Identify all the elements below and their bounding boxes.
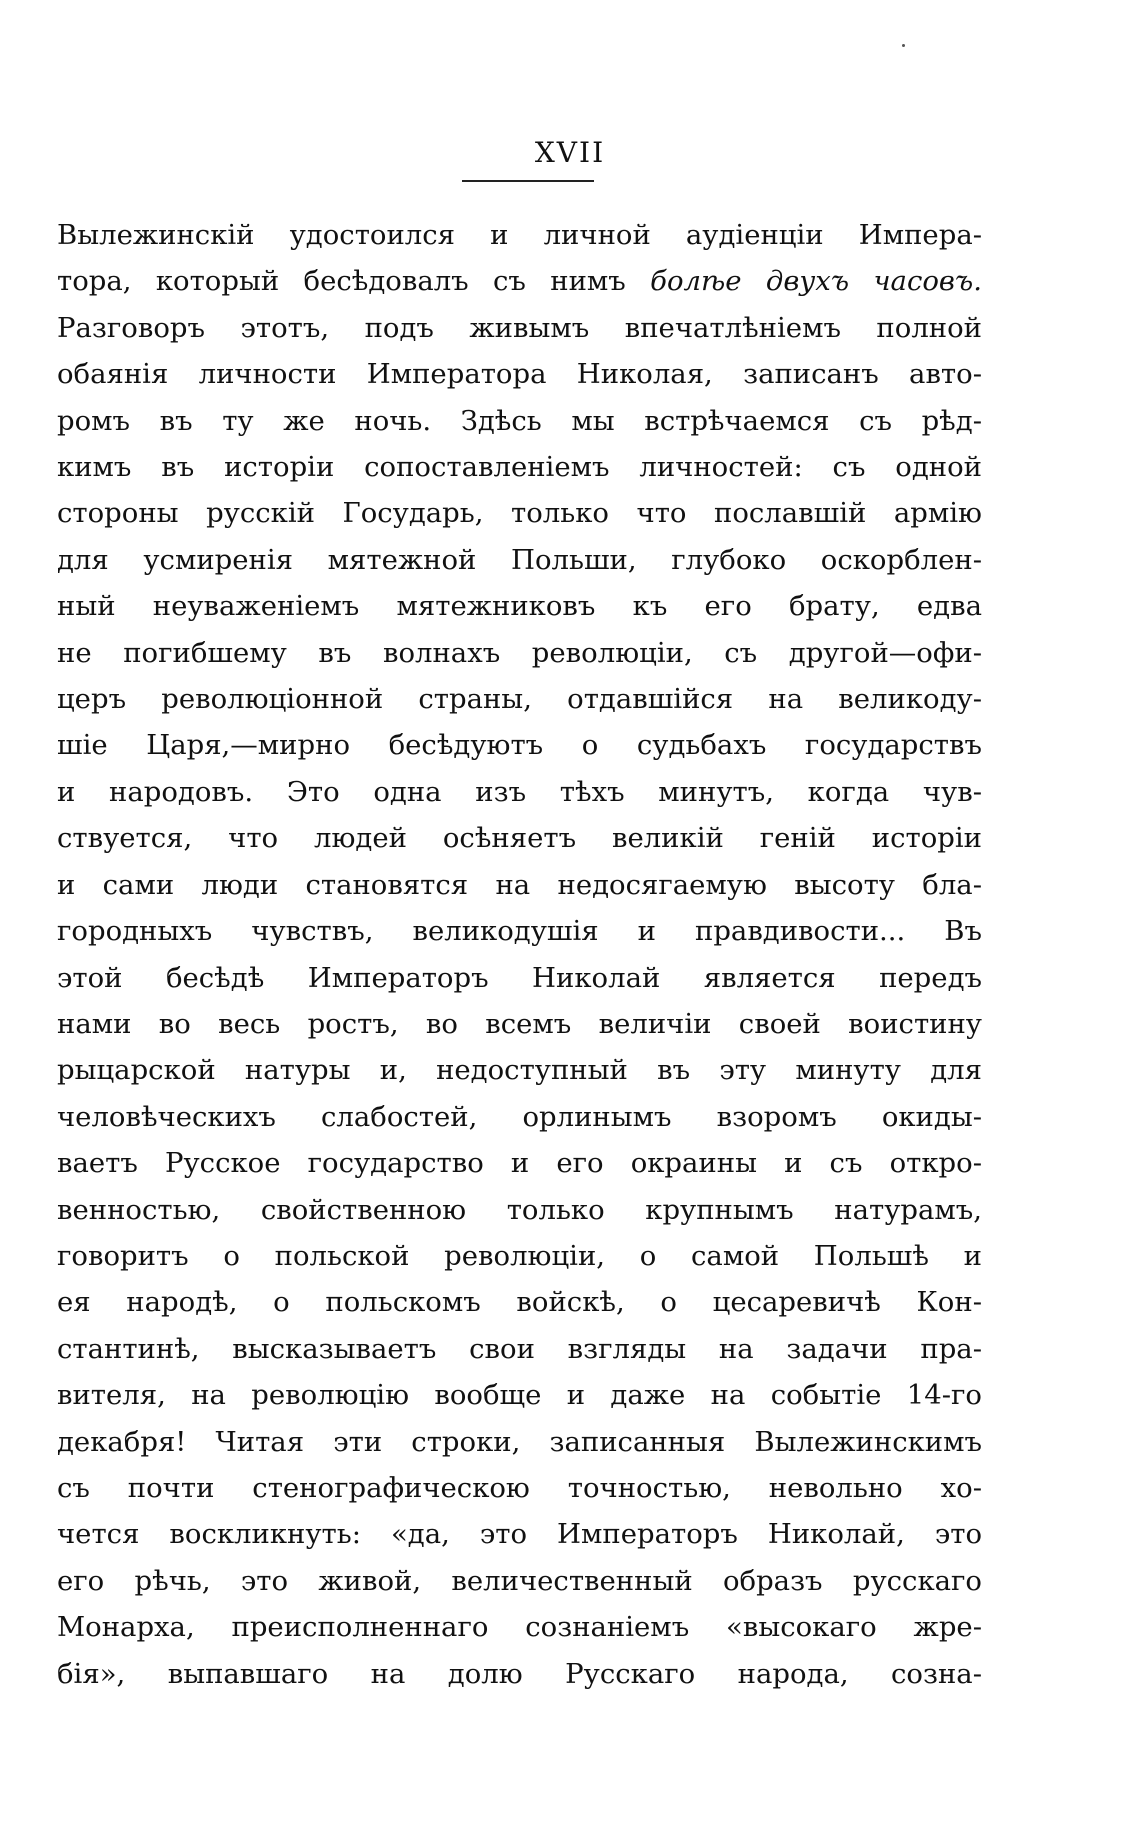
text-line	[57, 630, 982, 676]
text-line-emphasis: болѣе двухъ часовъ.	[650, 265, 982, 298]
text-line	[57, 351, 982, 397]
body-text	[57, 212, 982, 1697]
text-line-content: этой бесѣдѣ Императоръ Николай является передъ	[57, 961, 982, 994]
text-line	[57, 212, 982, 258]
text-line-content: бія», выпавшаго на долю Русскаго народа, созна-	[57, 1657, 982, 1690]
text-line-content: декабря! Читая эти строки, записанныя Вылежинскимъ	[57, 1425, 982, 1458]
text-line	[57, 490, 982, 536]
text-line	[57, 676, 982, 722]
text-line	[57, 769, 982, 815]
text-line-content: вителя, на революцію вообще и даже на событіе 14-го	[57, 1379, 982, 1412]
text-line-content: ваетъ Русское государство и его окраины и съ откро-	[57, 1147, 982, 1180]
text-line	[57, 1140, 982, 1186]
text-line-content: ея народѣ, о польскомъ войскѣ, о цесаревичѣ Кон-	[57, 1286, 982, 1319]
text-line-content: и сами люди становятся на недосягаемую высоту бла-	[57, 868, 982, 901]
text-line-content: церъ революціонной страны, отдавшійся на великоду-	[57, 683, 982, 716]
text-line	[57, 1047, 982, 1093]
text-line-content: не погибшему въ волнахъ революціи, съ другой—офи-	[57, 636, 982, 669]
text-line	[57, 1558, 982, 1604]
page-number-rule	[462, 180, 594, 182]
text-line-content: шіе Царя,—мирно бесѣдуютъ о судьбахъ государствъ	[57, 729, 982, 762]
text-line-content: городныхъ чувствъ, великодушія и правдивости... Въ	[57, 915, 982, 948]
text-line-content: и народовъ. Это одна изъ тѣхъ минутъ, когда чув-	[57, 775, 982, 808]
text-line-content: ромъ въ ту же ночь. Здѣсь мы встрѣчаемся съ рѣд-	[57, 404, 982, 437]
text-line	[57, 1372, 982, 1418]
page-number: XVII	[534, 136, 606, 169]
text-line-content: Разговоръ этотъ, подъ живымъ впечатлѣніемъ полной	[57, 311, 982, 344]
text-line-content: ствуется, что людей осѣняетъ великій геній исторіи	[57, 822, 982, 855]
text-line	[57, 1604, 982, 1650]
text-line-content: чется воскликнуть: «да, это Императоръ Николай, это	[57, 1518, 982, 1551]
text-line-content: говоритъ о польской революціи, о самой Польшѣ и	[57, 1239, 982, 1272]
text-line-content: его рѣчь, это живой, величественный образъ русскаго	[57, 1564, 982, 1597]
text-line	[57, 815, 982, 861]
text-line	[57, 722, 982, 768]
text-line-content: рыцарской натуры и, недоступный въ эту минуту для	[57, 1054, 982, 1087]
text-line-content: стантинѣ, высказываетъ свои взгляды на задачи пра-	[57, 1332, 982, 1365]
text-line	[57, 305, 982, 351]
text-line-content: Монарха, преисполненнаго сознаніемъ «высокаго жре-	[57, 1611, 982, 1644]
text-line	[57, 398, 982, 444]
text-line-content: съ почти стенографическою точностью, невольно хо-	[57, 1471, 982, 1504]
text-line	[57, 444, 982, 490]
text-line	[57, 862, 982, 908]
text-line	[57, 1465, 982, 1511]
text-line	[57, 1094, 982, 1140]
text-line-content: кимъ въ исторіи сопоставленіемъ личностей: съ одной	[57, 451, 982, 484]
text-line	[57, 1511, 982, 1557]
text-line-content: нами во весь ростъ, во всемъ величіи своей воистину	[57, 1007, 982, 1040]
text-line	[57, 955, 982, 1001]
text-line	[57, 1651, 982, 1697]
text-line-content: венностью, свойственною только крупнымъ натурамъ,	[57, 1193, 982, 1226]
paper-speck	[902, 44, 905, 47]
text-line	[57, 537, 982, 583]
text-line-content: ный неуваженіемъ мятежниковъ къ его брату, едва	[57, 590, 982, 623]
text-line	[57, 1419, 982, 1465]
text-line	[57, 583, 982, 629]
text-line	[57, 1326, 982, 1372]
text-line-content: человѣческихъ слабостей, орлинымъ взоромъ окиды-	[57, 1100, 982, 1133]
text-line-content: тора, который бесѣдовалъ съ нимъ	[57, 265, 651, 298]
text-line-content: стороны русскій Государь, только что пославшій армію	[57, 497, 982, 530]
text-line	[57, 1279, 982, 1325]
text-line	[57, 258, 982, 304]
text-line-content: обаянія личности Императора Николая, записанъ авто-	[57, 358, 982, 391]
text-line-content: для усмиренія мятежной Польши, глубоко оскорблен-	[57, 543, 982, 576]
text-line	[57, 1187, 982, 1233]
text-line-content: Вылежинскій удостоился и личной аудіенціи Импера-	[57, 219, 982, 251]
text-line	[57, 1233, 982, 1279]
text-line	[57, 1001, 982, 1047]
text-line	[57, 908, 982, 954]
